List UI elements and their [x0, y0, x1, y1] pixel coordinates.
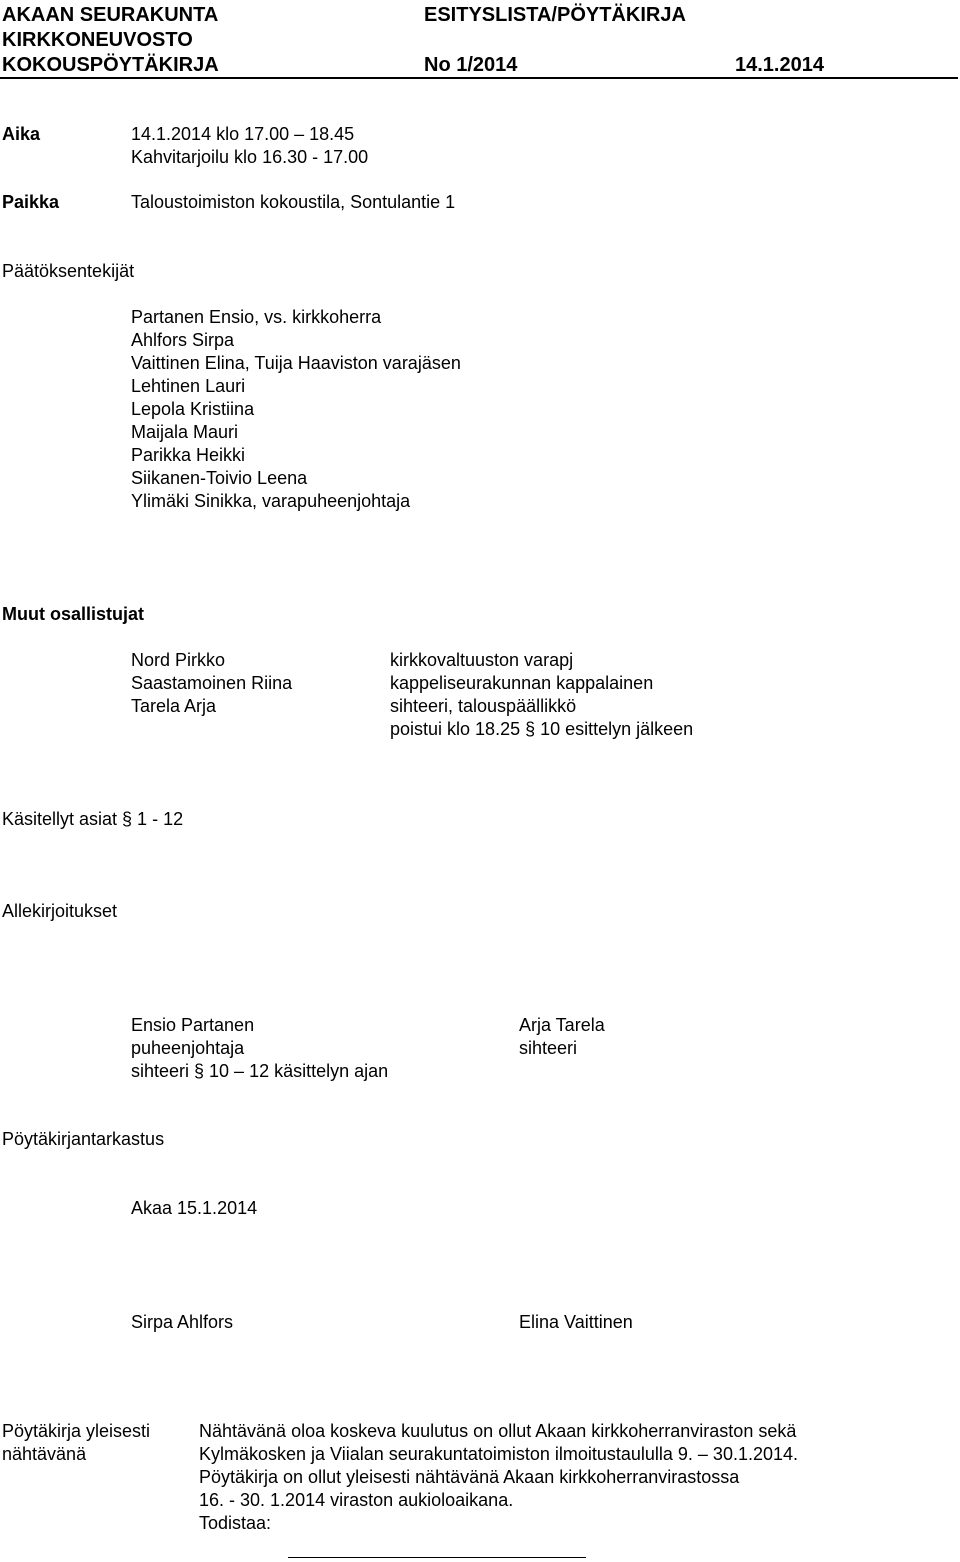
participant-role: kappeliseurakunnan kappalainen: [390, 673, 654, 693]
doc-date: 14.1.2014: [735, 54, 824, 76]
participant-name: Tarela Arja: [131, 696, 217, 716]
signer-name: Arja Tarela: [519, 1015, 605, 1035]
member-item: Ahlfors Sirpa: [131, 330, 235, 350]
public-text: [199, 1420, 798, 1535]
signatures-label: Allekirjoitukset: [2, 901, 118, 921]
other-participants-roles: [390, 649, 693, 741]
org-name: AKAAN SEURAKUNTA: [2, 4, 219, 26]
public-text-line: 16. - 30. 1.2014 viraston aukioloaikana.: [199, 1490, 514, 1510]
header-rule: [0, 77, 958, 79]
paikka-value: Taloustoimiston kokoustila, Sontulantie 1: [131, 192, 456, 212]
org-unit: KIRKKONEUVOSTO: [2, 29, 193, 51]
decision-makers-label: Päätöksentekijät: [2, 261, 135, 281]
aika-time: 14.1.2014 klo 17.00 – 18.45: [131, 124, 355, 144]
signature-left: [131, 1014, 388, 1083]
member-item: Ylimäki Sinikka, varapuheenjohtaja: [131, 491, 411, 511]
participant-name: Nord Pirkko: [131, 650, 226, 670]
reviewer-left: Sirpa Ahlfors: [131, 1312, 234, 1332]
other-participants-names: [131, 649, 292, 718]
attest-label: Todistaa:: [199, 1513, 272, 1533]
review-place-date: Akaa 15.1.2014: [131, 1198, 258, 1218]
aika-label: Aika: [2, 124, 41, 144]
doc-kind: KOKOUSPÖYTÄKIRJA: [2, 54, 219, 76]
member-item: Maijala Mauri: [131, 422, 239, 442]
member-item: Lehtinen Lauri: [131, 376, 246, 396]
signer-role-note: sihteeri § 10 – 12 käsittelyn ajan: [131, 1061, 389, 1081]
member-item: Siikanen-Toivio Leena: [131, 468, 308, 488]
participant-role: sihteeri, talouspäällikkö: [390, 696, 577, 716]
public-label-line: Pöytäkirja yleisesti: [2, 1421, 151, 1441]
public-text-line: Nähtävänä oloa koskeva kuulutus on ollut Akaan kirkkoherranviraston sekä: [199, 1421, 797, 1441]
doc-number: No 1/2014: [424, 54, 518, 76]
participant-note: poistui klo 18.25 § 10 esittelyn jälkeen: [390, 719, 694, 739]
other-participants-label: Muut osallistujat: [2, 604, 145, 624]
member-item: Vaittinen Elina, Tuija Haaviston varajäsen: [131, 353, 461, 373]
member-item: Lepola Kristiina: [131, 399, 255, 419]
signature-right: [519, 1014, 605, 1060]
doc-type: ESITYSLISTA/PÖYTÄKIRJA: [424, 4, 686, 26]
signer-role: puheenjohtaja: [131, 1038, 245, 1058]
decision-makers-list: [131, 306, 461, 513]
participant-name: Saastamoinen Riina: [131, 673, 293, 693]
handled-items: Käsitellyt asiat § 1 - 12: [2, 809, 184, 829]
public-text-line: Pöytäkirja on ollut yleisesti nähtävänä Akaan kirkkoherranvirastossa: [199, 1467, 740, 1487]
signer-name: Ensio Partanen: [131, 1015, 255, 1035]
member-item: Parikka Heikki: [131, 445, 246, 465]
review-label: Pöytäkirjantarkastus: [2, 1129, 165, 1149]
paikka-label: Paikka: [2, 192, 60, 212]
attest-signature-line: [288, 1557, 586, 1558]
public-label: [2, 1420, 150, 1466]
participant-role: kirkkovaltuuston varapj: [390, 650, 574, 670]
reviewer-right: Elina Vaittinen: [519, 1312, 633, 1332]
public-label-line: nähtävänä: [2, 1444, 87, 1464]
public-text-line: Kylmäkosken ja Viialan seurakuntatoimiston ilmoitustaululla 9. – 30.1.2014.: [199, 1444, 799, 1464]
member-item: Partanen Ensio, vs. kirkkoherra: [131, 307, 382, 327]
aika-coffee: Kahvitarjoilu klo 16.30 - 17.00: [131, 147, 369, 167]
signer-role: sihteeri: [519, 1038, 578, 1058]
